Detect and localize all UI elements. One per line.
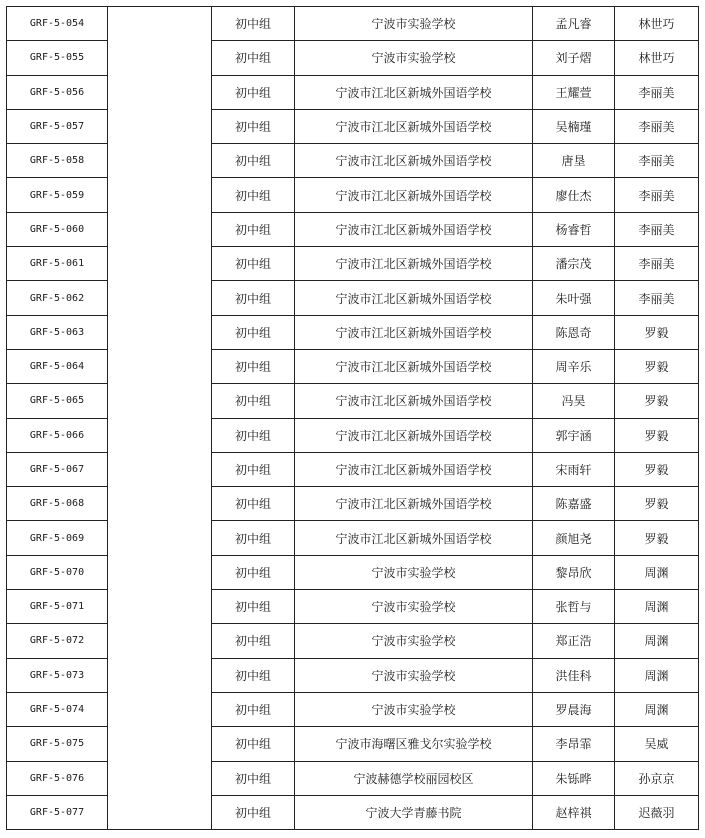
- school-cell: 宁波市江北区新城外国语学校: [295, 452, 533, 486]
- school-cell: 宁波市实验学校: [295, 555, 533, 589]
- group-cell: 初中组: [212, 281, 295, 315]
- entry-id-cell: GRF-5-055: [7, 41, 108, 75]
- school-cell: 宁波市实验学校: [295, 590, 533, 624]
- school-cell: 宁波市江北区新城外国语学校: [295, 521, 533, 555]
- entry-id-cell: GRF-5-063: [7, 315, 108, 349]
- school-cell: 宁波市江北区新城外国语学校: [295, 178, 533, 212]
- school-cell: 宁波市海曙区雅戈尔实验学校: [295, 727, 533, 761]
- teacher-name-cell: 周渊: [615, 624, 699, 658]
- group-cell: 初中组: [212, 315, 295, 349]
- student-name-cell: 唐垦: [533, 144, 615, 178]
- student-name-cell: 朱叶强: [533, 281, 615, 315]
- student-name-cell: 潘宗茂: [533, 247, 615, 281]
- teacher-name-cell: 李丽美: [615, 247, 699, 281]
- teacher-name-cell: 罗毅: [615, 384, 699, 418]
- teacher-name-cell: 孙京京: [615, 761, 699, 795]
- teacher-name-cell: 罗毅: [615, 349, 699, 383]
- school-cell: 宁波市江北区新城外国语学校: [295, 212, 533, 246]
- student-name-cell: 冯昊: [533, 384, 615, 418]
- group-cell: 初中组: [212, 7, 295, 41]
- group-cell: 初中组: [212, 727, 295, 761]
- student-name-cell: 赵梓祺: [533, 795, 615, 829]
- group-cell: 初中组: [212, 178, 295, 212]
- entry-id-cell: GRF-5-076: [7, 761, 108, 795]
- school-cell: 宁波市江北区新城外国语学校: [295, 418, 533, 452]
- student-name-cell: 刘子熠: [533, 41, 615, 75]
- school-cell: 宁波市实验学校: [295, 7, 533, 41]
- table-row: [7, 7, 699, 41]
- blank-merged-cell: [108, 7, 212, 830]
- teacher-name-cell: 吴威: [615, 727, 699, 761]
- roster-table: [6, 6, 699, 830]
- entry-id-cell: GRF-5-075: [7, 727, 108, 761]
- student-name-cell: 张哲与: [533, 590, 615, 624]
- school-cell: 宁波市实验学校: [295, 692, 533, 726]
- school-cell: 宁波市江北区新城外国语学校: [295, 384, 533, 418]
- school-cell: 宁波赫德学校丽园校区: [295, 761, 533, 795]
- group-cell: 初中组: [212, 452, 295, 486]
- student-name-cell: 孟凡睿: [533, 7, 615, 41]
- school-cell: 宁波市江北区新城外国语学校: [295, 487, 533, 521]
- student-name-cell: 杨睿哲: [533, 212, 615, 246]
- student-name-cell: 陈嘉盛: [533, 487, 615, 521]
- school-cell: 宁波市江北区新城外国语学校: [295, 315, 533, 349]
- group-cell: 初中组: [212, 384, 295, 418]
- student-name-cell: 洪佳科: [533, 658, 615, 692]
- student-name-cell: 李昂霏: [533, 727, 615, 761]
- entry-id-cell: GRF-5-054: [7, 7, 108, 41]
- entry-id-cell: GRF-5-072: [7, 624, 108, 658]
- entry-id-cell: GRF-5-065: [7, 384, 108, 418]
- group-cell: 初中组: [212, 761, 295, 795]
- student-name-cell: 颜旭尧: [533, 521, 615, 555]
- entry-id-cell: GRF-5-061: [7, 247, 108, 281]
- school-cell: 宁波大学青藤书院: [295, 795, 533, 829]
- student-name-cell: 王耀萱: [533, 75, 615, 109]
- group-cell: 初中组: [212, 624, 295, 658]
- entry-id-cell: GRF-5-057: [7, 109, 108, 143]
- entry-id-cell: GRF-5-062: [7, 281, 108, 315]
- entry-id-cell: GRF-5-071: [7, 590, 108, 624]
- teacher-name-cell: 周渊: [615, 658, 699, 692]
- school-cell: 宁波市江北区新城外国语学校: [295, 109, 533, 143]
- entry-id-cell: GRF-5-064: [7, 349, 108, 383]
- student-name-cell: 廖仕杰: [533, 178, 615, 212]
- student-name-cell: 罗晨海: [533, 692, 615, 726]
- teacher-name-cell: 李丽美: [615, 281, 699, 315]
- entry-id-cell: GRF-5-059: [7, 178, 108, 212]
- roster-body: [7, 7, 699, 830]
- entry-id-cell: GRF-5-077: [7, 795, 108, 829]
- group-cell: 初中组: [212, 109, 295, 143]
- entry-id-cell: GRF-5-070: [7, 555, 108, 589]
- school-cell: 宁波市江北区新城外国语学校: [295, 247, 533, 281]
- teacher-name-cell: 林世巧: [615, 41, 699, 75]
- school-cell: 宁波市实验学校: [295, 41, 533, 75]
- school-cell: 宁波市江北区新城外国语学校: [295, 281, 533, 315]
- entry-id-cell: GRF-5-074: [7, 692, 108, 726]
- teacher-name-cell: 李丽美: [615, 144, 699, 178]
- teacher-name-cell: 周渊: [615, 692, 699, 726]
- student-name-cell: 周辛乐: [533, 349, 615, 383]
- group-cell: 初中组: [212, 247, 295, 281]
- school-cell: 宁波市实验学校: [295, 658, 533, 692]
- student-name-cell: 黎昂欣: [533, 555, 615, 589]
- group-cell: 初中组: [212, 349, 295, 383]
- school-cell: 宁波市江北区新城外国语学校: [295, 349, 533, 383]
- entry-id-cell: GRF-5-066: [7, 418, 108, 452]
- group-cell: 初中组: [212, 521, 295, 555]
- group-cell: 初中组: [212, 212, 295, 246]
- entry-id-cell: GRF-5-056: [7, 75, 108, 109]
- entry-id-cell: GRF-5-067: [7, 452, 108, 486]
- student-name-cell: 陈恩奇: [533, 315, 615, 349]
- group-cell: 初中组: [212, 41, 295, 75]
- teacher-name-cell: 迟薇羽: [615, 795, 699, 829]
- student-name-cell: 吴楠瑾: [533, 109, 615, 143]
- group-cell: 初中组: [212, 590, 295, 624]
- teacher-name-cell: 罗毅: [615, 487, 699, 521]
- student-name-cell: 朱铄晔: [533, 761, 615, 795]
- teacher-name-cell: 李丽美: [615, 75, 699, 109]
- group-cell: 初中组: [212, 795, 295, 829]
- entry-id-cell: GRF-5-073: [7, 658, 108, 692]
- teacher-name-cell: 林世巧: [615, 7, 699, 41]
- group-cell: 初中组: [212, 144, 295, 178]
- teacher-name-cell: 罗毅: [615, 452, 699, 486]
- teacher-name-cell: 周渊: [615, 590, 699, 624]
- group-cell: 初中组: [212, 692, 295, 726]
- school-cell: 宁波市江北区新城外国语学校: [295, 75, 533, 109]
- teacher-name-cell: 周渊: [615, 555, 699, 589]
- student-name-cell: 宋雨轩: [533, 452, 615, 486]
- student-name-cell: 郭宇涵: [533, 418, 615, 452]
- student-name-cell: 郑正浩: [533, 624, 615, 658]
- group-cell: 初中组: [212, 555, 295, 589]
- school-cell: 宁波市江北区新城外国语学校: [295, 144, 533, 178]
- group-cell: 初中组: [212, 487, 295, 521]
- entry-id-cell: GRF-5-060: [7, 212, 108, 246]
- group-cell: 初中组: [212, 75, 295, 109]
- teacher-name-cell: 李丽美: [615, 109, 699, 143]
- teacher-name-cell: 罗毅: [615, 315, 699, 349]
- school-cell: 宁波市实验学校: [295, 624, 533, 658]
- group-cell: 初中组: [212, 418, 295, 452]
- entry-id-cell: GRF-5-068: [7, 487, 108, 521]
- teacher-name-cell: 罗毅: [615, 521, 699, 555]
- group-cell: 初中组: [212, 658, 295, 692]
- teacher-name-cell: 罗毅: [615, 418, 699, 452]
- teacher-name-cell: 李丽美: [615, 212, 699, 246]
- teacher-name-cell: 李丽美: [615, 178, 699, 212]
- entry-id-cell: GRF-5-058: [7, 144, 108, 178]
- entry-id-cell: GRF-5-069: [7, 521, 108, 555]
